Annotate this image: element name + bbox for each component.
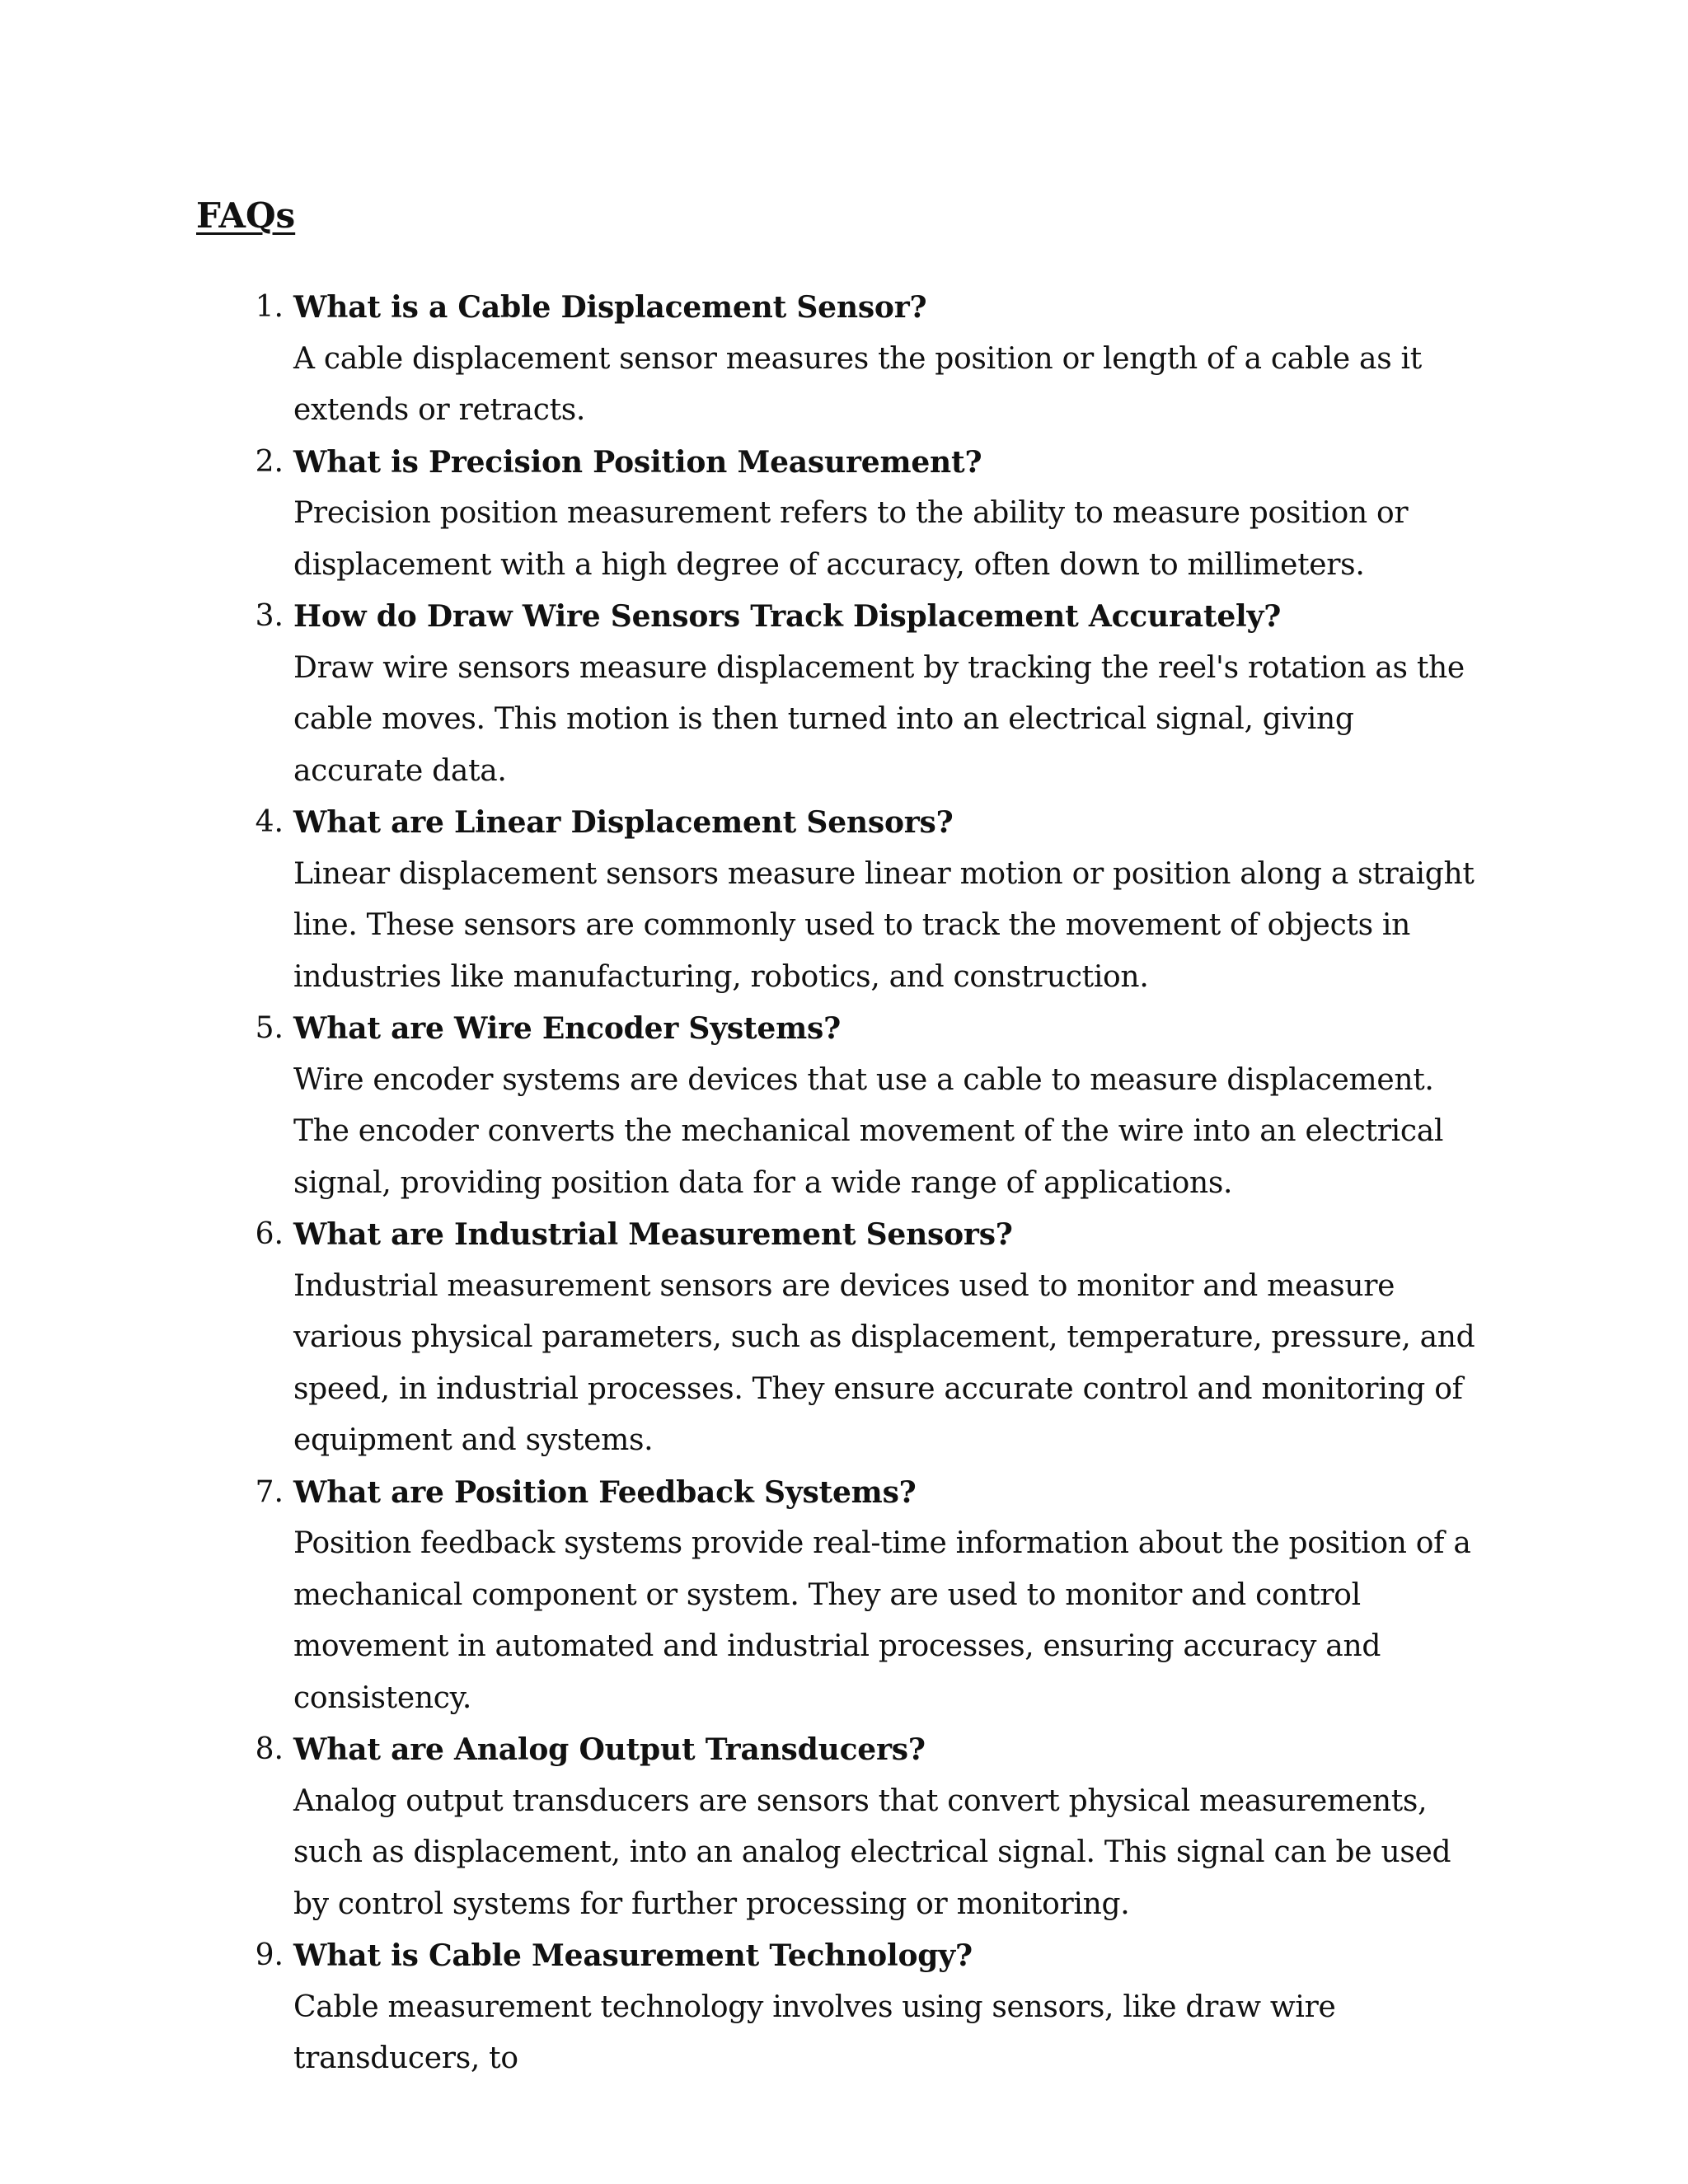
faq-answer: Precision position measurement refers to the ability to measure position or displacement with a high degree of accuracy, often down to millimeters. (293, 496, 1409, 582)
faq-item (255, 1930, 1480, 2085)
faq-number: 4. (255, 805, 284, 839)
faq-answer: Linear displacement sensors measure linear motion or position along a straight line. These sensors are commonly used to track the movement of objects in industries like manufacturing, robotics, and construction. (293, 856, 1475, 994)
faq-question: What is a Cable Displacement Sensor? (293, 290, 927, 325)
faq-question: What are Linear Displacement Sensors? (293, 805, 954, 840)
faq-item (255, 797, 1480, 1003)
faq-answer: Wire encoder systems are devices that use a cable to measure displacement. The encoder converts the mechanical movement of the wire into an electrical signal, providing position data for a wide range of applications. (293, 1062, 1444, 1200)
faq-answer: Cable measurement technology involves using sensors, like draw wire transducers, to (293, 1990, 1336, 2075)
faq-number: 6. (255, 1217, 284, 1251)
faq-answer: Industrial measurement sensors are devices used to monitor and measure various physical parameters, such as displacement, temperature, pressure, and speed, in industrial processes. They ensure accurate control and monitoring of equipment and systems. (293, 1268, 1475, 1457)
faq-question: What is Precision Position Measurement? (293, 444, 982, 480)
faq-question: What are Position Feedback Systems? (293, 1474, 917, 1510)
faq-number: 5. (255, 1011, 284, 1045)
faq-item (255, 1003, 1480, 1209)
faq-number: 2. (255, 444, 284, 479)
faq-item (255, 437, 1480, 592)
faq-answer: Analog output transducers are sensors that convert physical measurements, such as displacement, into an analog electrical signal. This signal can be used by control systems for further processing or monitoring. (293, 1783, 1451, 1921)
faq-question: How do Draw Wire Sensors Track Displacement Accurately? (293, 599, 1282, 634)
faq-answer: A cable displacement sensor measures the position or length of a cable as it extends or retracts. (293, 341, 1422, 427)
faq-number: 9. (255, 1938, 284, 1972)
faq-answer: Draw wire sensors measure displacement by tracking the reel's rotation as the cable moves. This motion is then turned into an electrical signal, giving accurate data. (293, 650, 1465, 788)
faq-answer: Position feedback systems provide real-time information about the position of a mechanical component or system. They are used to monitor and control movement in automated and industrial processes, ensuring accuracy and consistency. (293, 1526, 1471, 1715)
faq-number: 1. (255, 290, 284, 324)
faq-item (255, 591, 1480, 797)
faq-item (255, 1724, 1480, 1930)
faq-item (255, 282, 1480, 437)
faq-number: 7. (255, 1474, 284, 1509)
faq-list (255, 282, 1480, 2085)
faq-heading: FAQs (196, 195, 296, 236)
faq-item (255, 1209, 1480, 1467)
faq-number: 3. (255, 599, 284, 633)
faq-question: What are Analog Output Transducers? (293, 1732, 926, 1767)
faq-number: 8. (255, 1732, 284, 1766)
faq-question: What is Cable Measurement Technology? (293, 1938, 973, 1973)
faq-question: What are Industrial Measurement Sensors? (293, 1217, 1013, 1252)
faq-item (255, 1467, 1480, 1725)
faq-question: What are Wire Encoder Systems? (293, 1011, 841, 1046)
